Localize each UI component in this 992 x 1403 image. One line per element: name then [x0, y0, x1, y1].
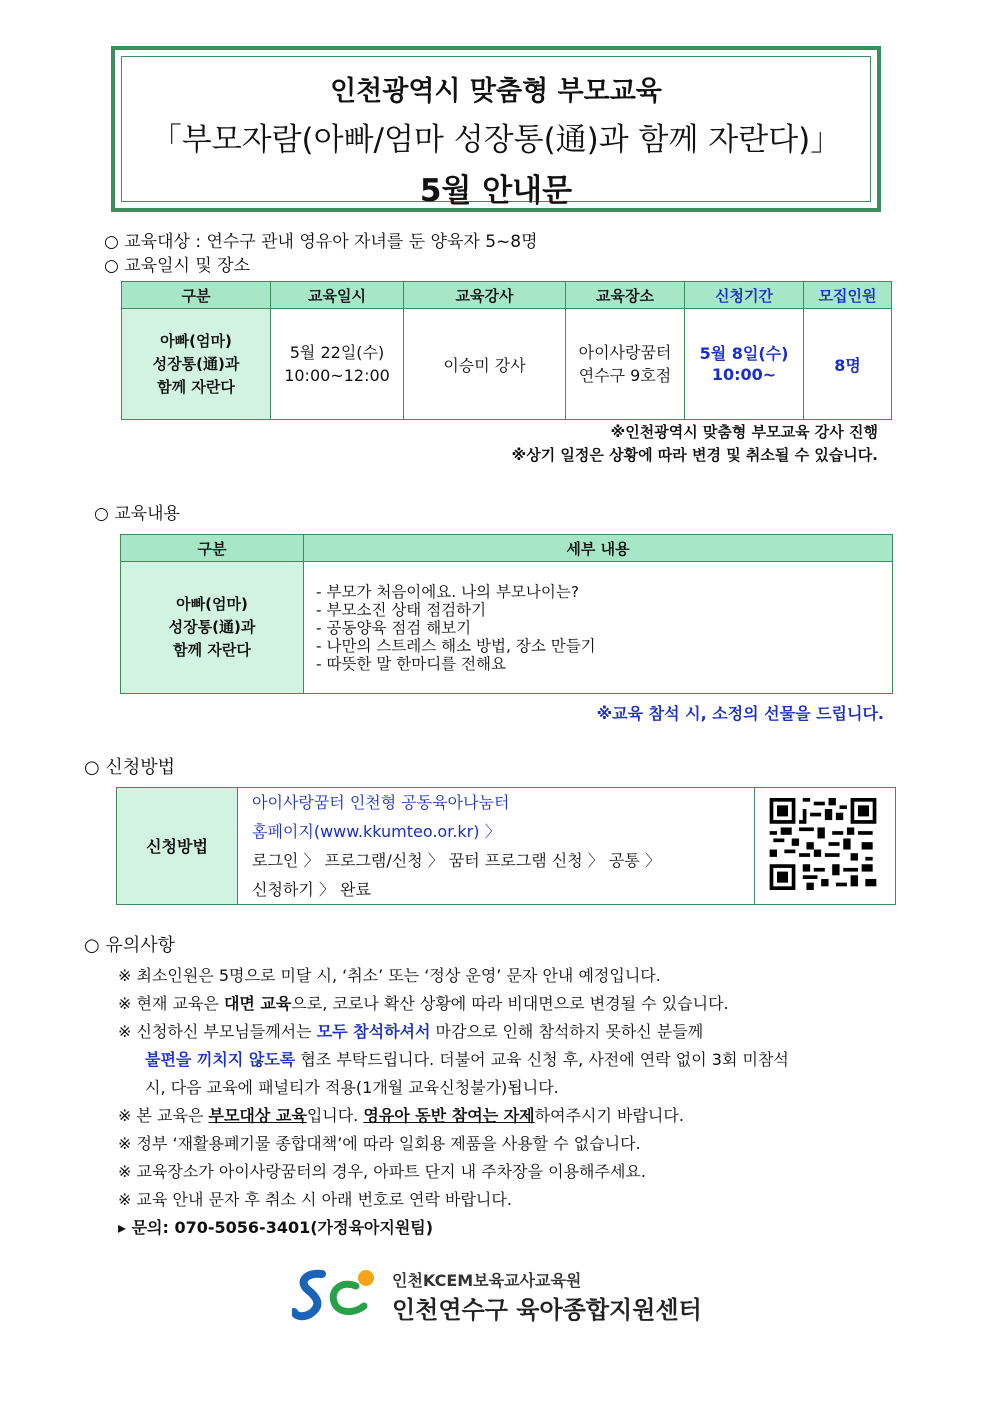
th-instructor: 교육강사: [404, 282, 566, 309]
category-line: 아빠(엄마): [176, 595, 248, 613]
category-line: 성장통(通)과: [152, 354, 240, 373]
notice-2c: 으로, 코로나 확산 상황에 따라 비대면으로 변경될 수 있습니다.: [291, 994, 729, 1013]
schedule-capacity: 8명: [804, 309, 892, 420]
apply-org: 아이사랑꿈터 인천형 공동육아나눔터: [252, 793, 510, 812]
notice-heading: ○ 유의사항: [84, 935, 175, 956]
place-line: 아이사랑꿈터: [578, 343, 672, 362]
th-content-category: 구분: [121, 535, 304, 562]
homepage-link[interactable]: 홈페이지(www.kkumteo.or.kr) 〉: [252, 822, 501, 841]
notice-3: [118, 1019, 703, 1042]
notice-3-end: 시, 다음 교육에 패널티가 적용(1개월 교육신청불가)됩니다.: [145, 1078, 559, 1097]
content-table: [120, 534, 893, 694]
title-line2: 「부모자람(아빠/엄마 성장통(通)과 함께 자란다)」: [150, 122, 842, 158]
notice-4e: 하여주시기 바랍니다.: [534, 1106, 684, 1125]
contact-info: ▸ 문의: 070-5056-3401(가정육아지원팀): [118, 1218, 434, 1237]
th-category: 구분: [122, 282, 271, 309]
schedule-place: [566, 309, 685, 420]
footer-org2: 인천연수구 육아종합지원센터: [392, 1296, 702, 1324]
schedule-heading: ○ 교육일시 및 장소: [104, 256, 250, 276]
content-category: [121, 562, 304, 694]
date-text: 5월 22일(수): [289, 343, 385, 362]
notice-3b: 모두 참석하셔서: [316, 1022, 431, 1041]
gift-note: ※교육 참석 시, 소정의 선물을 드립니다.: [596, 704, 884, 723]
notice-3c: 마감으로 인해 참석하지 못하신 분들께: [430, 1022, 704, 1041]
center-logo-icon: [292, 1266, 386, 1322]
notice-4b: 부모대상 교육: [208, 1106, 307, 1125]
notice-6: ※ 교육장소가 아이사랑꿈터의 경우, 아파트 단지 내 주차장을 이용해주세요.: [118, 1162, 646, 1181]
detail-item: - 부모가 처음이에요. 나의 부모나이는?: [316, 582, 580, 601]
place-line: 연수구 9호점: [578, 366, 672, 385]
change-note: ※상기 일정은 상황에 따라 변경 및 취소될 수 있습니다.: [511, 446, 878, 464]
notice-1: ※ 최소인원은 5명으로 미달 시, ‘취소’ 또는 ‘정상 운영’ 문자 안내 예정입니다.: [118, 966, 661, 985]
apply-heading: ○ 신청방법: [84, 757, 175, 778]
th-period: 신청기간: [685, 282, 804, 309]
detail-item: - 나만의 스트레스 해소 방법, 장소 만들기: [316, 636, 596, 655]
apply-path: 로그인 〉 프로그램/신청 〉 꿈터 프로그램 신청 〉 공통 〉: [252, 851, 661, 870]
th-capacity: 모집인원: [804, 282, 892, 309]
th-place: 교육장소: [566, 282, 685, 309]
content-details: [304, 562, 893, 694]
th-datetime: 교육일시: [271, 282, 404, 309]
notice-4a: ※ 본 교육은: [118, 1106, 209, 1125]
schedule-category: [122, 309, 271, 420]
title-line1: 인천광역시 맞춤형 부모교육: [330, 76, 662, 107]
apply-homepage[interactable]: [252, 817, 754, 846]
schedule-datetime: [271, 309, 404, 420]
period-time: 10:00~: [711, 365, 777, 384]
content-heading: ○ 교육내용: [94, 504, 180, 524]
notice-3-cont: [145, 1047, 789, 1070]
notice-2: [118, 991, 729, 1014]
apply-path-end: 신청하기 〉 완료: [252, 880, 371, 899]
th-content-details: 세부 내용: [304, 535, 893, 562]
notice-4c: 입니다.: [306, 1106, 364, 1125]
notice-7: ※ 교육 안내 문자 후 취소 시 아래 번호로 연락 바랍니다.: [118, 1190, 512, 1209]
instructor-note: ※인천광역시 맞춤형 부모교육 강사 진행: [610, 423, 878, 441]
schedule-instructor: 이승미 강사: [404, 309, 566, 420]
detail-item: - 따뜻한 말 한마디를 전해요: [316, 654, 507, 673]
time-text: 10:00~12:00: [284, 366, 390, 385]
apply-steps: [238, 788, 755, 905]
notice-3a: ※ 신청하신 부모님들께서는: [118, 1022, 317, 1041]
qr-code-icon[interactable]: [768, 798, 878, 890]
title-box: [111, 46, 881, 212]
schedule-period: [685, 309, 804, 420]
category-line: 성장통(通)과: [168, 618, 256, 636]
category-line: 아빠(엄마): [160, 331, 232, 350]
footer-org1: 인천KCEM보육교사교육원: [392, 1271, 582, 1290]
schedule-table: [121, 281, 892, 420]
period-date: 5월 8일(수): [699, 344, 789, 363]
category-line: 함께 자란다: [173, 641, 251, 659]
apply-label: 신청방법: [117, 788, 238, 905]
notice-3d: 불편을 끼치지 않도록: [145, 1050, 296, 1069]
title-inner: [121, 56, 871, 209]
detail-item: - 부모소진 상태 점검하기: [316, 600, 487, 619]
category-line: 함께 자란다: [157, 377, 235, 396]
detail-item: - 공동양육 점검 해보기: [316, 618, 472, 637]
notice-4: [118, 1103, 684, 1126]
education-target: ○ 교육대상 : 연수구 관내 영유아 자녀를 둔 양육자 5~8명: [104, 232, 538, 252]
notice-2a: ※ 현재 교육은: [118, 994, 224, 1013]
notice-2b: 대면 교육: [223, 994, 292, 1013]
notice-3e: 협조 부탁드립니다. 더불어 교육 신청 후, 사전에 연락 없이 3회 미참석: [295, 1050, 789, 1069]
title-line3: 5월 안내문: [419, 173, 573, 209]
notice-5: ※ 정부 ‘재활용폐기물 종합대책’에 따라 일회용 제품을 사용할 수 없습니다.: [118, 1134, 641, 1153]
notice-4d: 영유아 동반 참여는 자제: [363, 1106, 535, 1125]
